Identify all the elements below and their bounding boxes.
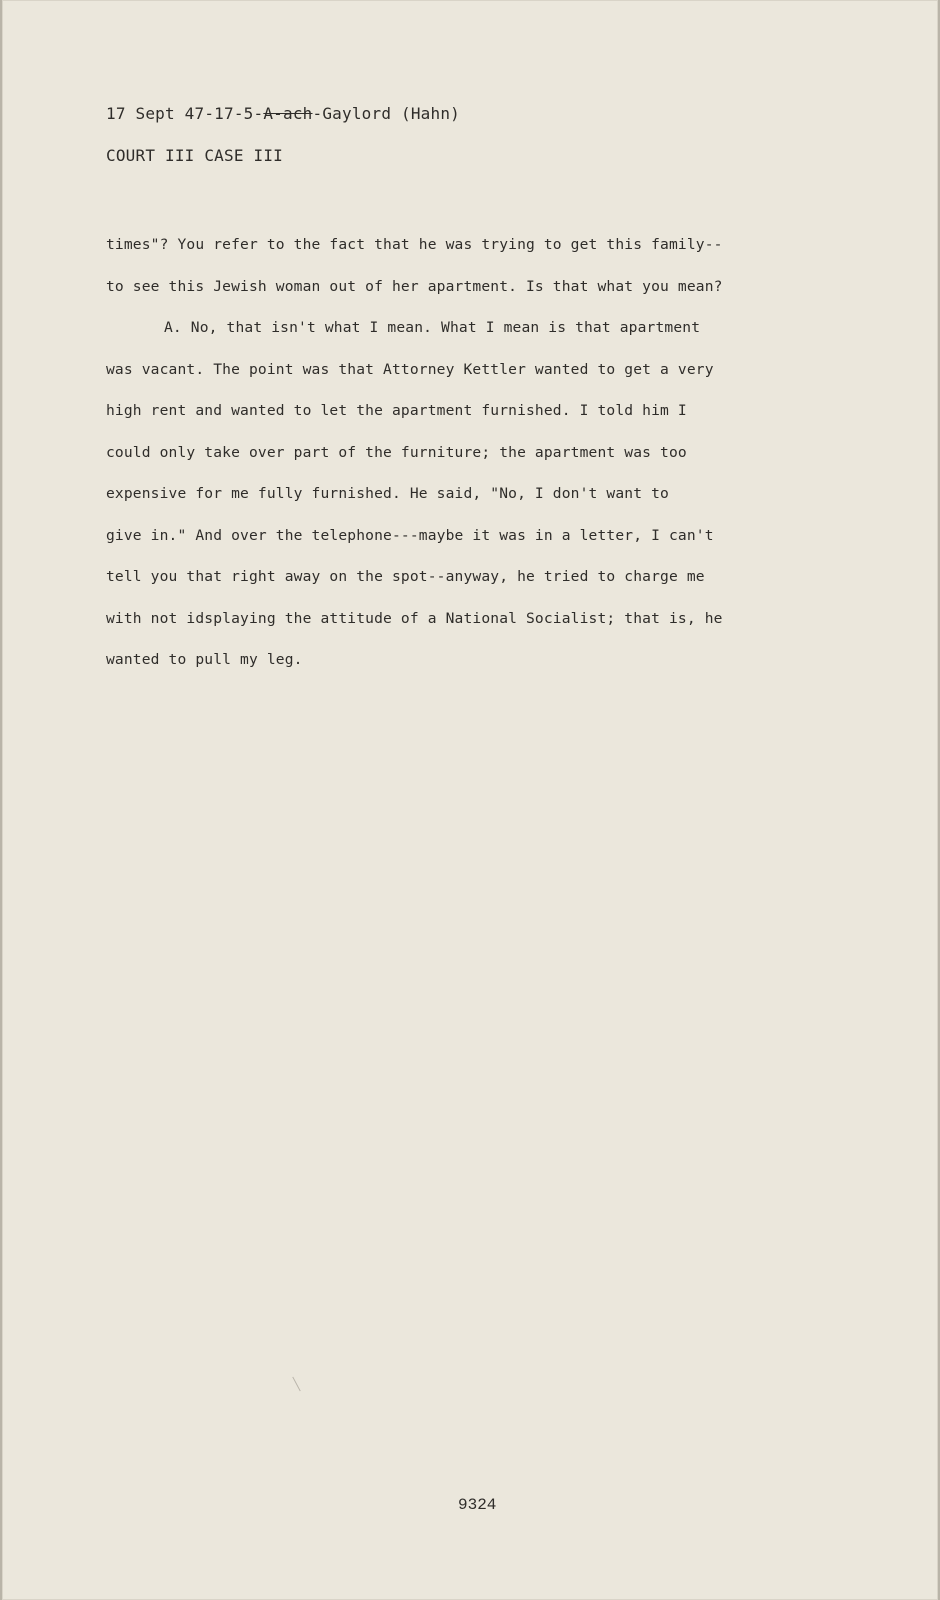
body-line: was vacant. The point was that Attorney Kettler wanted to get a very	[106, 360, 714, 378]
body-line: high rent and wanted to let the apartment furnished. I told him I	[106, 402, 687, 419]
body-line: tell you that right away on the spot--anyway, he tried to charge me	[106, 568, 705, 585]
body-line: to see this Jewish woman out of her apartment. Is that what you mean?	[106, 277, 723, 295]
body-line: could only take over part of the furniture; the apartment was too	[106, 443, 687, 461]
page-number: 9324	[458, 1496, 497, 1514]
body-line: expensive for me fully furnished. He said, "No, I don't want to	[106, 485, 669, 502]
header-reference	[106, 104, 460, 123]
body-text	[106, 224, 836, 681]
header-court-case: COURT III CASE III	[106, 146, 283, 165]
body-line: times"? You refer to the fact that he was trying to get this family--	[106, 236, 723, 253]
body-line: wanted to pull my leg.	[106, 651, 303, 668]
header-reference-struck: A-ach	[263, 104, 313, 123]
header-reference-prefix: 17 Sept 47-17-5-	[106, 104, 264, 123]
paper-mark	[292, 1377, 300, 1392]
body-line: with not idsplaying the attitude of a National Socialist; that is, he	[106, 609, 723, 627]
body-line: A. No, that isn't what I mean. What I mean is that apartment	[164, 319, 701, 336]
document-page	[2, 0, 938, 1600]
header-reference-suffix: -Gaylord (Hahn)	[312, 104, 460, 123]
body-line: give in." And over the telephone---maybe it was in a letter, I can't	[106, 526, 714, 544]
